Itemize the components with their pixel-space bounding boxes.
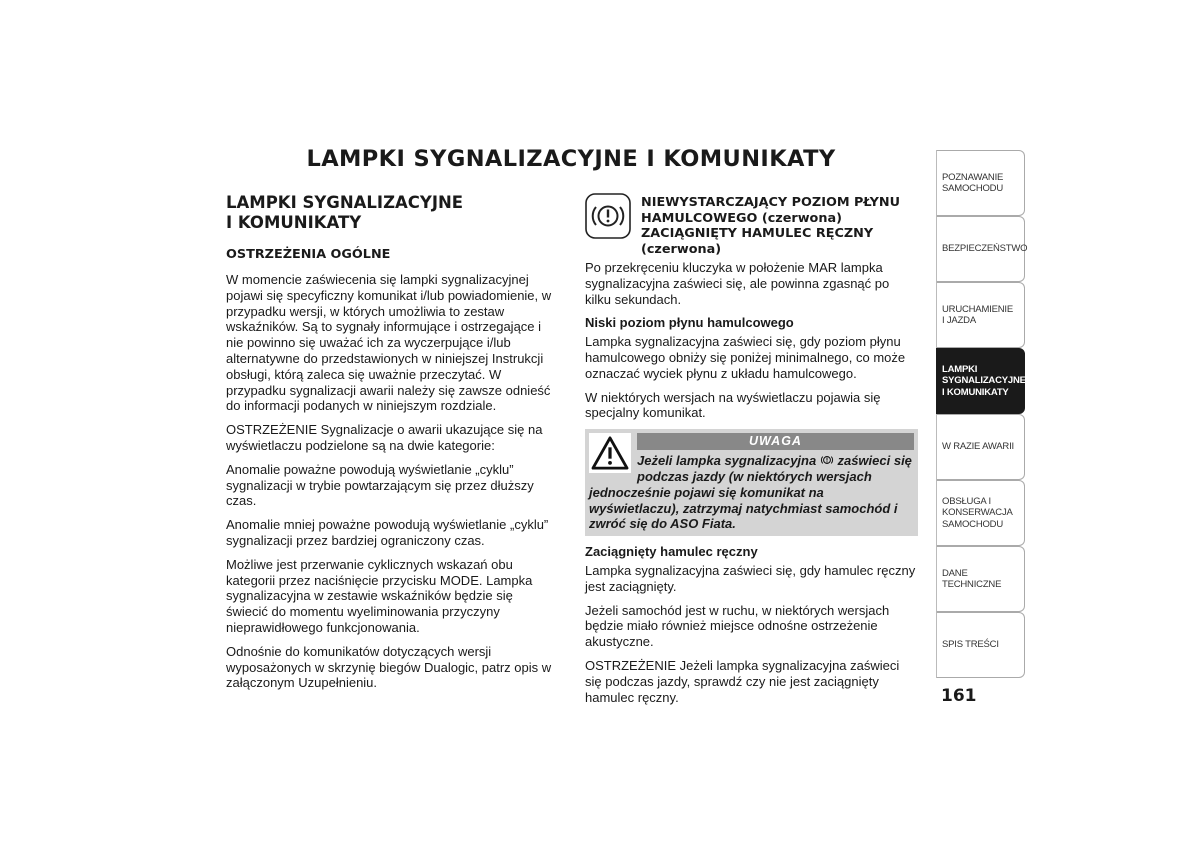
paragraph-general: W momencie zaświecenia się lampki sygnalizacyjnej pojawi się specyficzny komunikat i/lub powiadomienie, w przypadku wersji, w których umożliwia to zestaw wskaźników. Są to sygnały informujące i ostrzegające i nie powinno się uważać ich za wyczerpujące i/lub alternatywne do przedstawionych w niniejszej Instrukcji obsługi, którą zaleca się uważnie przeczytać. W przypadku sygnalizacji awarii należy się zawsze odnieść do informacji podanych w niniejszym rozdziale. <box>226 272 552 414</box>
tab-uruchamienie-i-jazda[interactable]: URUCHAMIENIE I JAZDA <box>936 282 1025 348</box>
right-column <box>585 193 918 713</box>
intro-text: Po przekręceniu kluczyka w położenie MAR lampka sygnalizacyjna zaświeci się, ale powinna zgasnąć po kilku sekundach. <box>585 260 890 307</box>
uwaga-warning-box <box>585 429 918 536</box>
tab-dane-techniczne[interactable]: DANE TECHNICZNE <box>936 546 1025 612</box>
brake-warning-icon <box>585 193 631 239</box>
low-fluid-display-text: W niektórych wersjach na wyświetlaczu pojawia się specjalny komunikat. <box>585 389 881 421</box>
paragraph-serious: Anomalie poważne powodują wyświetlanie „cyklu” sygnalizacji w trybie powtarzającym się przez dłuższy czas. <box>226 461 534 509</box>
handbrake-moving-text: Jeżeli samochód jest w ruchu, w niektórych wersjach będzie miało również miejsce odnośne ostrzeżenie akustyczne. <box>585 602 890 650</box>
paragraph-warning: OSTRZEŻENIE Sygnalizacje o awarii ukazujące się na wyświetlaczu podzielone są na dwie kategorie: <box>226 422 543 453</box>
section-title: LAMPKI SYGNALIZACYJNE I KOMUNIKATY <box>226 193 464 232</box>
page-title: LAMPKI SYGNALIZACYJNE I KOMUNIKATY <box>306 146 836 172</box>
paragraph-dualogic: Odnośnie do komunikatów dotyczących wersji wyposażonych w skrzynię biegów Dualogic, patrz opis w załączonym Uzupełnieniu. <box>226 643 552 691</box>
paragraph-less-serious: Anomalie mniej poważne powodują wyświetlanie „cyklu” sygnalizacji przez bardziej ograniczony czas. <box>226 517 549 548</box>
left-column <box>226 193 554 699</box>
handbrake-title: Zaciągnięty hamulec ręczny <box>585 544 758 560</box>
warning-title: NIEWYSTARCZAJĄCY POZIOM PŁYNU HAMULCOWEGO (czerwona) ZACIĄGNIĘTY HAMULEC RĘCZNY (czerwona) <box>641 195 900 257</box>
paragraph-mode: Możliwe jest przerwanie cyklicznych wskazań obu kategorii przez naciśnięcie przycisku MODE. Lampka sygnalizacyjna w zestawie wskaźników będzie się świecić do momentu wyeliminowania przyczyny nieprawidłowego funkcjonowania. <box>226 556 533 635</box>
uwaga-label: UWAGA <box>637 433 914 450</box>
page-number: 161 <box>941 686 977 706</box>
chapter-tabs <box>936 150 1028 678</box>
uwaga-text-first: Jeżeli lampka sygnalizacyjna zaświeci się podczas jazdy (w niektórych wersjach <box>637 453 912 484</box>
subsection-title: OSTRZEŻENIA OGÓLNE <box>226 247 391 262</box>
tab-lampki-sygnalizacyjne[interactable]: LAMPKI SYGNALIZACYJNE I KOMUNIKATY <box>936 348 1025 414</box>
low-fluid-title: Niski poziom płynu hamulcowego <box>585 315 794 331</box>
tab-poznawanie-samochodu[interactable]: POZNAWANIE SAMOCHODU <box>936 150 1025 216</box>
handbrake-warning-text: OSTRZEŻENIE Jeżeli lampka sygnalizacyjna zaświeci się podczas jazdy, sprawdź czy nie jest zaciągnięty hamulec ręczny. <box>585 657 900 705</box>
low-fluid-text: Lampka sygnalizacyjna zaświeci się, gdy poziom płynu hamulcowego obniży się poniżej minimalnego, co może oznaczać wyciek płynu z układu hamulcowego. <box>585 334 906 381</box>
uwaga-text-rest: jednocześnie pojawi się komunikat na wyświetlaczu), zatrzymaj natychmiast samochód i zwróć się do ASO Fiata. <box>589 484 898 532</box>
tab-spis-tresci[interactable]: SPIS TREŚCI <box>936 612 1025 678</box>
warning-header <box>585 193 918 257</box>
warning-triangle-icon <box>589 433 631 473</box>
handbrake-text: Lampka sygnalizacyjna zaświeci się, gdy hamulec ręczny jest zaciągnięty. <box>585 562 916 594</box>
brake-inline-icon <box>820 454 834 466</box>
tab-obsluga-i-konserwacja[interactable]: OBSŁUGA I KONSERWACJA SAMOCHODU <box>936 480 1025 546</box>
tab-bezpieczenstwo[interactable]: BEZPIECZEŃSTWO <box>936 216 1025 282</box>
tab-w-razie-awarii[interactable]: W RAZIE AWARII <box>936 414 1025 480</box>
